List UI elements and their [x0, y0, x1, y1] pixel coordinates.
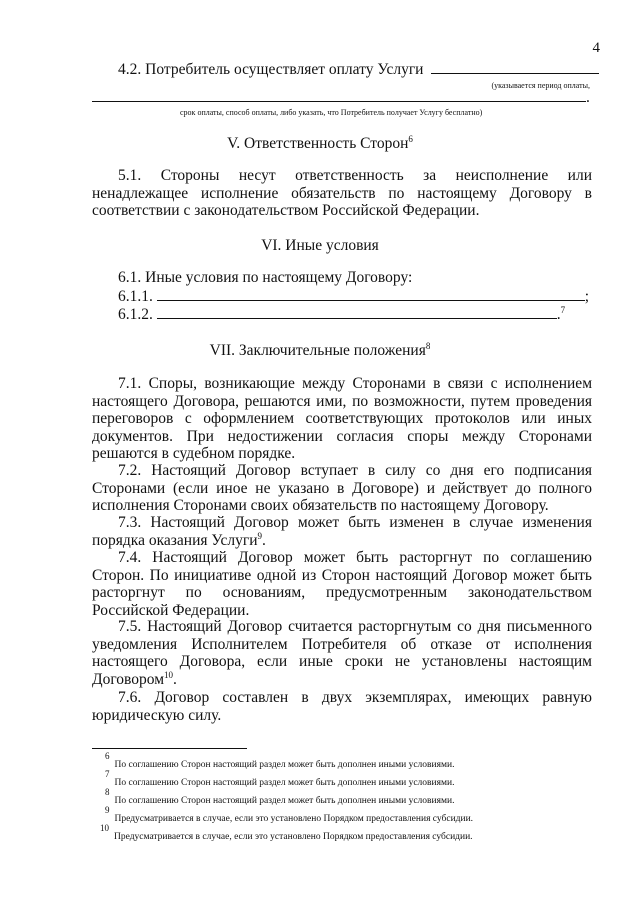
- footnote-ref-7: 7: [560, 304, 566, 315]
- paragraph-7-2: 7.2. Настоящий Договор вступает в силу со дня его подписания Сторонами (если иное не указано в Договоре) и действует до полного исполнения Сторонами своих обязательств по настоящему Договору.: [92, 462, 592, 515]
- clause-4-2: [92, 61, 592, 79]
- paragraph-5-1: 5.1. Стороны несут ответственность за неисполнение или ненадлежащее исполнение обязательств по настоящему Договору в соответствии с законодательством Российской Федерации.: [92, 167, 592, 220]
- footnote-10: $^{10}$Предусматривается в случае, если это установлено Порядком предоставления субсидии.: [100, 823, 473, 843]
- paragraph-7-6: 7.6. Договор составлен в двух экземплярах, имеющих равную юридическую силу.: [92, 689, 592, 724]
- footnote-ref-6: 6: [408, 133, 413, 144]
- item-6-1-1: 6.1.1. ;: [118, 288, 590, 305]
- clause-4-2-text: 4.2. Потребитель осуществляет оплату Услуги: [118, 61, 424, 78]
- clause-4-2-end: .: [586, 89, 590, 106]
- paragraph-7-5: 7.5. Настоящий Договор считается расторгнутым со дня письменного уведомления Исполнителем Потребителя об отказе от исполнения настоящего Договора, если иные сроки не установлены настоящим Договором$^{10}$.: [92, 618, 592, 688]
- clause-4-2-hint-right: (указывается период оплаты,: [491, 81, 590, 90]
- paragraph-7-1: 7.1. Споры, возникающие между Сторонами в связи с исполнением настоящего Договора, решаются ими, по возможности, путем проведения переговоров с оформлением соответствующих протоколов или иных документов. При недостижении согласия споры между Сторонами решаются в судебном порядке.: [92, 375, 592, 463]
- page-number: 4: [592, 40, 600, 56]
- footnote-ref-10: 10: [164, 669, 174, 680]
- footnote-ref-9: 9: [257, 530, 263, 541]
- section-7-title: VII. Заключительные положения$^8$: [209, 340, 431, 359]
- item-6-1-2: 6.1.2. .$^7$: [118, 304, 566, 323]
- section-6-title: VI. Иные условия: [261, 237, 379, 254]
- footnote-7: $^7$По соглашению Сторон настоящий раздел может быть дополнен иными условиями.: [105, 769, 455, 789]
- clause-4-2-blank: [431, 61, 599, 74]
- item-6-1-2-blank: [157, 306, 557, 319]
- paragraph-7-4: 7.4. Настоящий Договор может быть расторгнут по соглашению Сторон. По инициативе одной из Сторон настоящий Договор может быть расторгнут по основаниям, предусмотренным законодательством Российской Федерации.: [92, 549, 592, 619]
- footnote-separator: [92, 748, 247, 749]
- footnote-9: $^9$Предусматривается в случае, если это установлено Порядком предоставления субсидии.: [105, 805, 474, 825]
- item-6-1-1-blank: [157, 288, 585, 301]
- footnote-ref-8: 8: [425, 340, 431, 351]
- clause-4-2-blank-line: [92, 89, 592, 107]
- paragraph-7-3: 7.3. Настоящий Договор может быть изменен в случае изменения порядка оказания Услуги$^9$.: [92, 514, 592, 549]
- paragraph-6-1: 6.1. Иные условия по настоящему Договору:: [118, 269, 413, 286]
- section-5-title: V. Ответственность Сторон$^6$: [227, 133, 413, 152]
- footnote-8: $^8$По соглашению Сторон настоящий раздел может быть дополнен иными условиями.: [105, 787, 455, 807]
- footnote-6: $^6$По соглашению Сторон настоящий раздел может быть дополнен иными условиями.: [105, 751, 455, 771]
- clause-4-2-hint-bottom: срок оплаты, способ оплаты, либо указать, что Потребитель получает Услугу бесплатно): [180, 108, 483, 117]
